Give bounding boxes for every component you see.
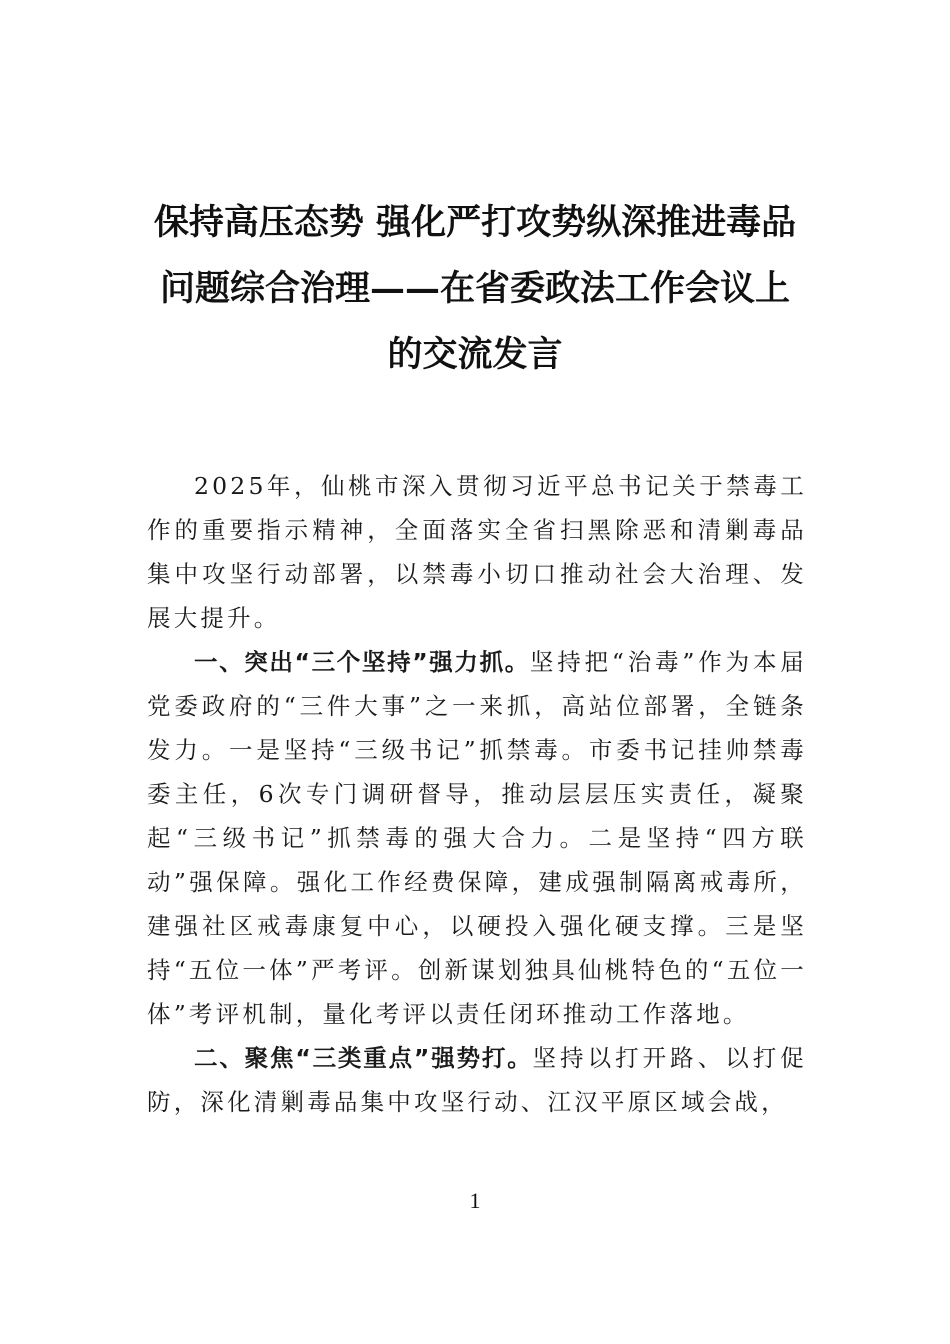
page-number: 1 bbox=[469, 1188, 481, 1213]
paragraph-section-one bbox=[147, 640, 807, 1036]
title-line-3: 的交流发言 bbox=[387, 334, 563, 375]
page-title bbox=[130, 190, 820, 388]
section-heading-one: 一、突出“三个坚持”强力抓。 bbox=[194, 648, 530, 676]
paragraph-text: 坚持以打开路、以打促防，深化清剿毒品集中攻坚行动、江汉平原区域会战， bbox=[147, 1044, 808, 1116]
paragraph-intro bbox=[147, 464, 807, 640]
paragraph-text: 坚持把“治毒”作为本届党委政府的“三件大事”之一来抓，高站位部署，全链条发力。一是坚持“三级书记”抓禁毒。市委书记挂帅禁毒委主任，6次专门调研督导，推动层层压实责任，凝聚起“三级书记”抓禁毒的强大合力。二是坚持“四方联动”强保障。强化工作经费保障，建成强制隔离戒毒所，建强社区戒毒康复中心，以硬投入强化硬支撑。三是坚持“五位一体”严考评。创新谋划独具仙桃特色的“五位一体”考评机制，量化考评以责任闭环推动工作落地。 bbox=[147, 648, 807, 1028]
title-line-2: 问题综合治理——在省委政法工作会议上 bbox=[159, 268, 790, 309]
section-heading-two: 二、聚焦“三类重点”强势打。 bbox=[194, 1044, 533, 1072]
title-line-1: 保持高压态势 强化严打攻势纵深推进毒品 bbox=[153, 202, 797, 243]
document-body bbox=[147, 464, 807, 1124]
paragraph-text: 2025年，仙桃市深入贯彻习近平总书记关于禁毒工作的重要指示精神，全面落实全省扫黑除恶和清剿毒品集中攻坚行动部署，以禁毒小切口推动社会大治理、发展大提升。 bbox=[147, 472, 807, 632]
paragraph-section-two bbox=[147, 1036, 807, 1124]
